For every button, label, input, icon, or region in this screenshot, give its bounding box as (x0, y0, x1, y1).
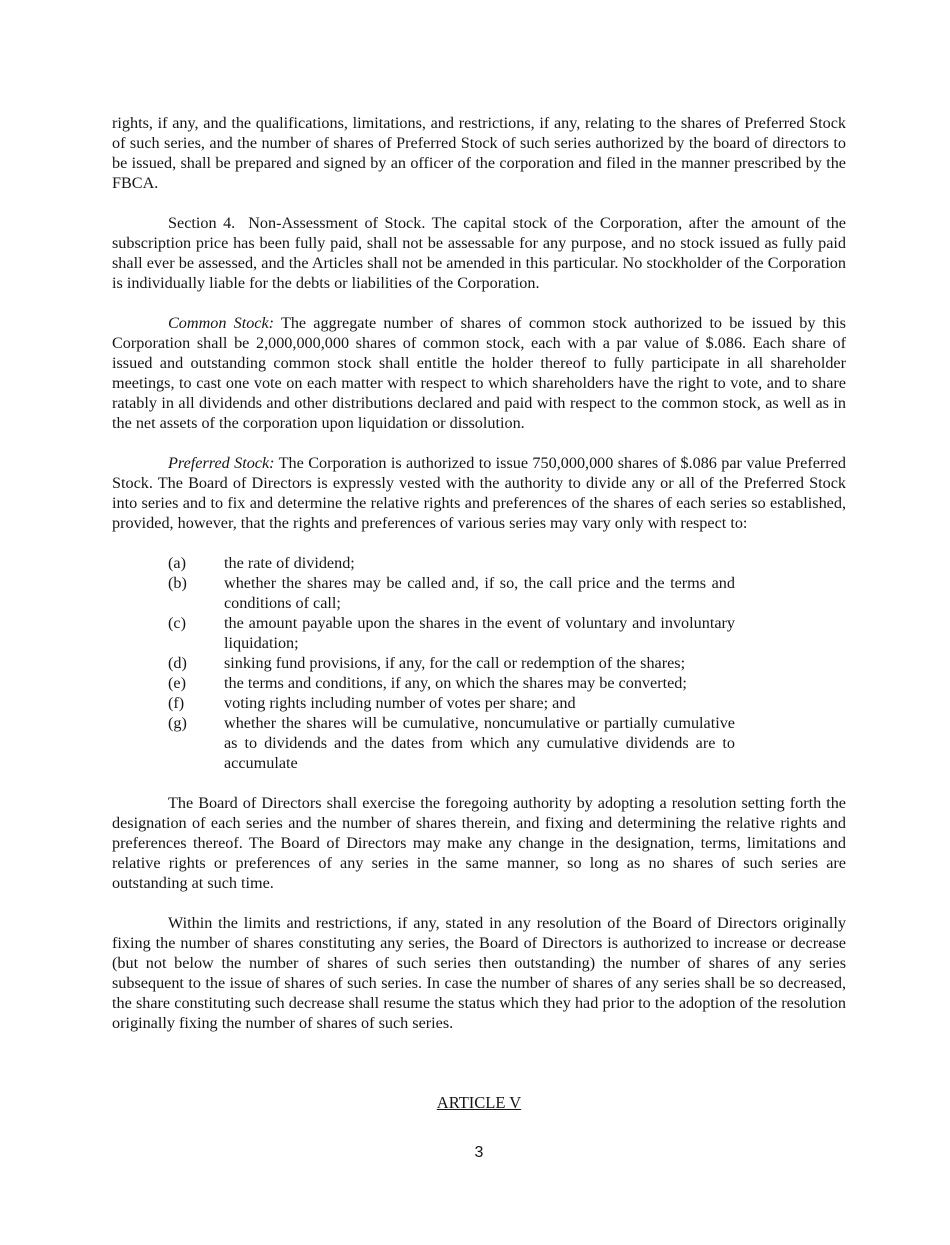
common-stock-text (274, 314, 281, 332)
list-item-text: whether the shares will be cumulative, noncumulative or partially cumulative as to dividends and the dates from which any cumulative dividends are to accumulate (224, 714, 735, 772)
section4-text: Non-Assessment of Stock. The capital stock of the Corporation, after the amount of the subscription price has been fully paid, shall not be assessable for any purpose, and no stock issued as fully paid shall ever be assessed, and the Articles shall not be amended in this particular. No stockholder of the Corporation is individually liable for the debts or liabilities of the Corporation. (112, 214, 846, 292)
list-item (168, 553, 846, 573)
paragraph-section4 (112, 213, 846, 293)
list-item (168, 613, 846, 653)
series-variation-list (168, 553, 846, 773)
section4-label: Section 4. (168, 214, 236, 232)
list-item-label: (f) (168, 694, 185, 712)
list-item-text: whether the shares may be called and, if so, the call price and the terms and conditions of call; (224, 574, 735, 612)
list-item (168, 653, 846, 673)
paragraph-board-authority: The Board of Directors shall exercise the foregoing authority by adopting a resolution setting forth the designation of each series and the number of shares therein, and fixing and determining the relative rights and preferences thereof. The Board of Directors may make any change in the designation, terms, limitations and relative rights or preferences of any series in the same manner, so long as no shares of such series are outstanding at such time. (112, 794, 846, 892)
list-item-text: the amount payable upon the shares in the event of voluntary and involuntary liquidation; (224, 614, 735, 652)
list-item (168, 673, 846, 693)
common-stock-body: The aggregate number of shares of common stock authorized to be issued by this Corporation shall be 2,000,000,000 shares of common stock, each with a par value of $.086. Each share of issued and outstanding common stock shall entitle the holder thereof to fully participate in all shareholder meetings, to cast one vote on each matter with respect to which shareholders have the right to vote, and to share ratably in all dividends and other distributions declared and paid with respect to the common stock, as well as in the net assets of the corporation upon liquidation or dissolution. (112, 314, 846, 432)
paragraph-within-limits: Within the limits and restrictions, if any, stated in any resolution of the Board of Directors originally fixing the number of shares constituting any series, the Board of Directors is authorized to increase or decrease (but not below the number of shares of such series then outstanding) the number of shares of any series subsequent to the issue of shares of such series. In case the number of shares of any series shall be so decreased, the share constituting such decrease shall resume the status which they had prior to the adoption of the resolution originally fixing the number of shares of such series. (112, 914, 846, 1032)
paragraph-common-stock (112, 313, 846, 433)
list-item-label: (b) (168, 574, 187, 592)
list-item-label: (c) (168, 614, 186, 632)
paragraph-preferred-stock (112, 453, 846, 533)
list-item-label: (d) (168, 654, 187, 672)
article-v-heading (112, 1093, 846, 1113)
list-item-text: sinking fund provisions, if any, for the call or redemption of the shares; (224, 654, 686, 672)
list-item-text: voting rights including number of votes per share; and (224, 694, 576, 712)
list-item-text: the rate of dividend; (224, 554, 355, 572)
list-item (168, 693, 846, 713)
common-stock-lead: Common Stock: (168, 314, 275, 332)
paragraph-continuation: rights, if any, and the qualifications, limitations, and restrictions, if any, relating to the shares of Preferred Stock of such series, and the number of shares of Preferred Stock of such series authorized by the board of directors to be issued, shall be prepared and signed by an officer of the corporation and filed in the manner prescribed by the FBCA. (112, 114, 846, 192)
list-item-label: (e) (168, 674, 186, 692)
page-number: 3 (474, 1144, 484, 1161)
article-v-heading-text: ARTICLE V (436, 1093, 522, 1112)
list-item-label: (a) (168, 554, 186, 572)
list-item-text: the terms and conditions, if any, on which the shares may be converted; (224, 674, 687, 692)
list-item-label: (g) (168, 714, 187, 732)
list-item (168, 713, 846, 773)
preferred-stock-body: The Corporation is authorized to issue 750,000,000 shares of $.086 par value Preferred Stock. The Board of Directors is expressly vested with the authority to divide any or all of the Preferred Stock into series and to fix and determine the relative rights and preferences of the shares of each series so established, provided, however, that the rights and preferences of various series may vary only with respect to: (112, 454, 846, 532)
preferred-stock-lead: Preferred Stock: (168, 454, 275, 472)
list-item (168, 573, 846, 613)
